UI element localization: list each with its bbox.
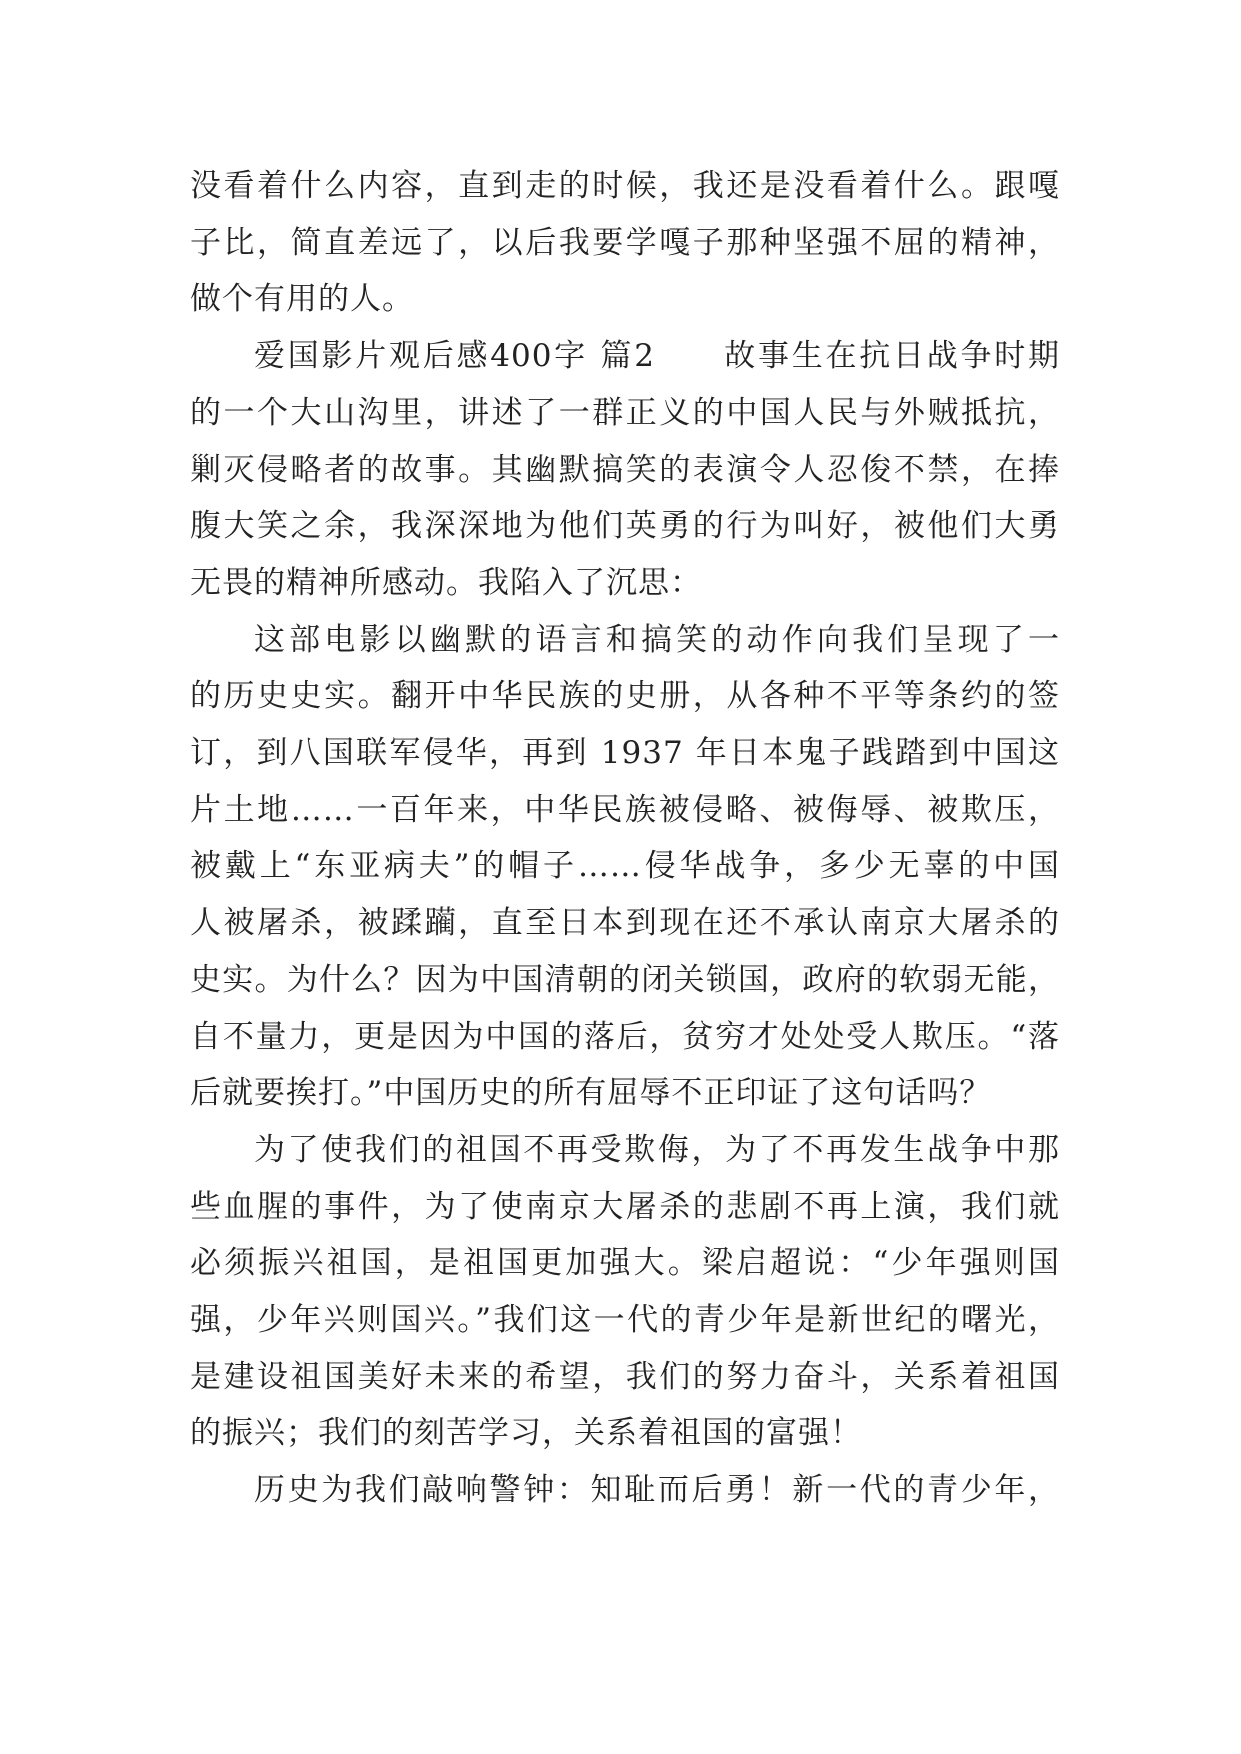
text-line: 强，少年兴则国兴。”我们这一代的青少年是新世纪的曙光， (190, 1302, 1060, 1339)
text-line: 的历史史实。翻开中华民族的史册，从各种不平等条约的签 (190, 678, 1060, 715)
paragraph-2 (190, 328, 1060, 612)
paragraph-3 (190, 612, 1060, 1122)
body-text (190, 158, 1060, 1519)
text-line: 是建设祖国美好未来的希望，我们的努力奋斗，关系着祖国 (190, 1358, 1060, 1395)
text-line: 必须振兴祖国，是祖国更加强大。梁启超说：“少年强则国 (190, 1245, 1060, 1282)
text-line: 订，到八国联军侵华，再到 1937 年日本鬼子践踏到中国这 (190, 735, 1060, 772)
text-line: 些血腥的事件，为了使南京大屠杀的悲剧不再上演，我们就 (190, 1188, 1060, 1225)
text-line: 史实。为什么？因为中国清朝的闭关锁国，政府的软弱无能， (190, 961, 1060, 998)
text-line: 子比，简直差远了，以后我要学嘎子那种坚强不屈的精神， (190, 224, 1060, 261)
text-line: 被戴上“东亚病夫”的帽子……侵华战争，多少无辜的中国 (190, 848, 1060, 885)
text-line: 做个有用的人。 (190, 281, 414, 318)
text-line: 剿灭侵略者的故事。其幽默搞笑的表演令人忍俊不禁，在捧 (190, 451, 1060, 488)
text-line: 为了使我们的祖国不再受欺侮，为了不再发生战争中那 (254, 1131, 1060, 1168)
paragraph-5 (190, 1462, 1060, 1519)
text-line: 历史为我们敲响警钟：知耻而后勇！新一代的青少年， (254, 1472, 1060, 1509)
text-line: 人被屠杀，被蹂躏，直至日本到现在还不承认南京大屠杀的 (190, 905, 1060, 942)
text-line: 腹大笑之余，我深深地为他们英勇的行为叫好，被他们大勇 (190, 508, 1060, 545)
text-line: 的一个大山沟里，讲述了一群正义的中国人民与外贼抵抗， (190, 394, 1060, 431)
text-line: 这部电影以幽默的语言和搞笑的动作向我们呈现了一 (254, 621, 1060, 658)
text-line: 自不量力，更是因为中国的落后，贫穷才处处受人欺压。“落 (190, 1018, 1060, 1055)
text-line: 没看着什么内容，直到走的时候，我还是没看着什么。跟嘎 (190, 168, 1060, 204)
text-line: 爱国影片观后感400字 篇2 故事生在抗日战争时期 (254, 338, 1060, 375)
text-line: 片土地……一百年来，中华民族被侵略、被侮辱、被欺压， (190, 791, 1060, 828)
paragraph-1 (190, 158, 1060, 328)
paragraph-4 (190, 1122, 1060, 1462)
text-line: 后就要挨打。”中国历史的所有屈辱不正印证了这句话吗？ (190, 1075, 992, 1112)
text-line: 的振兴；我们的刻苦学习，关系着祖国的富强！ (190, 1415, 862, 1452)
text-line: 无畏的精神所感动。我陷入了沉思： (190, 564, 702, 601)
